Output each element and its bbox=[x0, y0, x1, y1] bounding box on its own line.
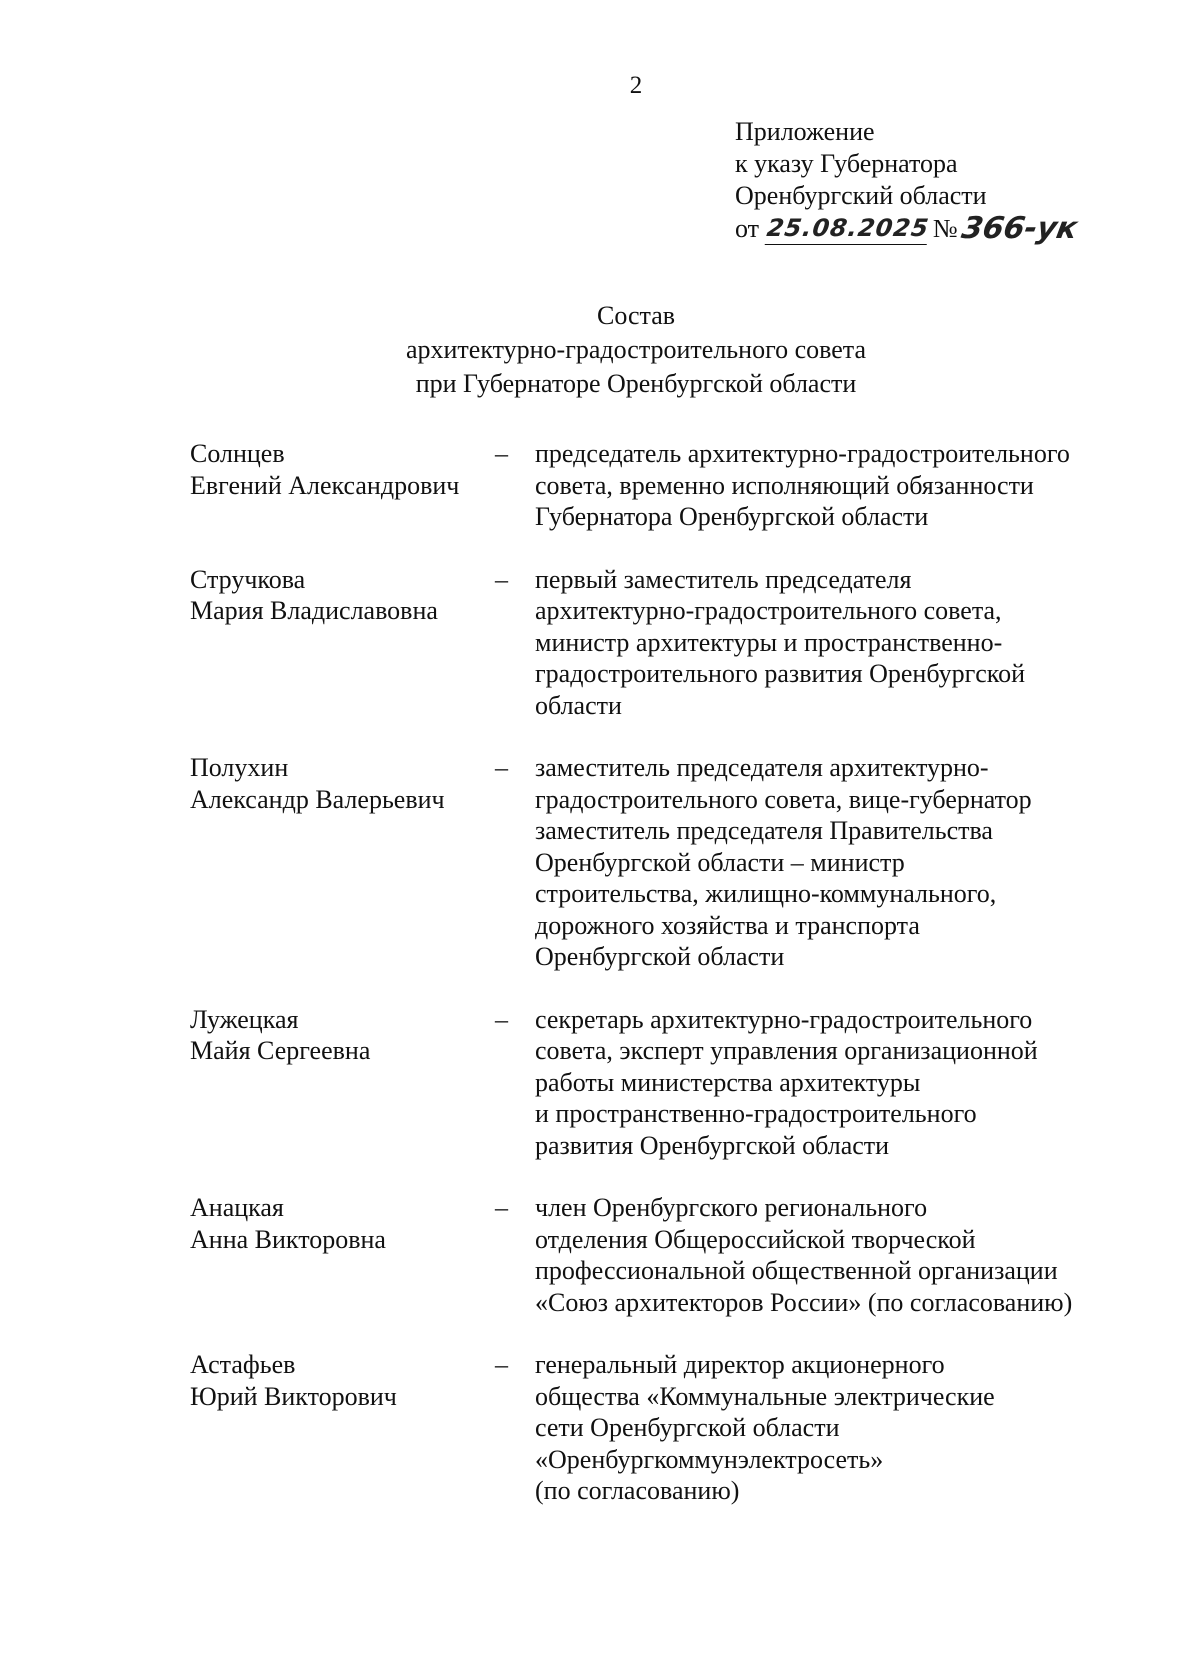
member-given-names: Юрий Викторович bbox=[190, 1381, 397, 1411]
dash-separator: – bbox=[495, 439, 508, 468]
member-surname: Анацкая bbox=[190, 1193, 284, 1222]
role-line: член Оренбургского регионального bbox=[535, 1193, 928, 1222]
number-prefix: № bbox=[932, 214, 958, 243]
member-given-names: Анна Викторовна bbox=[190, 1224, 386, 1254]
member-role bbox=[535, 752, 1135, 973]
member-surname: Полухин bbox=[190, 753, 289, 782]
role-line: профессиональной общественной организации bbox=[535, 1256, 1058, 1285]
member-role bbox=[535, 1349, 1135, 1507]
member-name bbox=[190, 1004, 495, 1162]
appendix-line: Оренбургский области bbox=[735, 181, 987, 210]
role-line: совета, эксперт управления организационной bbox=[535, 1036, 1038, 1065]
role-line: Оренбургской области – министр bbox=[535, 847, 905, 877]
role-line: развития Оренбургской области bbox=[535, 1130, 890, 1160]
member-entry bbox=[190, 1192, 1190, 1318]
appendix-header bbox=[735, 116, 1080, 246]
role-line: области bbox=[535, 690, 622, 720]
page-number: 2 bbox=[629, 72, 643, 99]
member-surname: Астафьев bbox=[190, 1350, 296, 1379]
dash-separator: – bbox=[495, 753, 508, 782]
role-line: заместитель председателя Правительства bbox=[535, 816, 993, 845]
member-name bbox=[190, 752, 495, 973]
role-line: строительства, жилищно-коммунального, bbox=[535, 879, 997, 908]
role-line: генеральный директор акционерного bbox=[535, 1350, 945, 1379]
role-line: сети Оренбургской области bbox=[535, 1413, 840, 1442]
member-given-names: Евгений Александрович bbox=[190, 470, 460, 500]
member-entry bbox=[190, 564, 1190, 722]
member-entry bbox=[190, 438, 1190, 533]
role-line: Оренбургской области bbox=[535, 942, 785, 971]
member-given-names: Мария Владиславовна bbox=[190, 596, 438, 625]
role-line: секретарь архитектурно-градостроительного bbox=[535, 1004, 1033, 1034]
member-name bbox=[190, 1349, 495, 1507]
dash-separator: – bbox=[495, 1004, 508, 1034]
appendix-line: к указу Губернатора bbox=[735, 149, 958, 178]
member-name bbox=[190, 564, 495, 722]
role-line: заместитель председателя архитектурно- bbox=[535, 753, 989, 782]
role-line: отделения Общероссийской творческой bbox=[535, 1224, 976, 1254]
role-line: и пространственно-градостроительного bbox=[535, 1099, 977, 1128]
member-entry bbox=[190, 1349, 1190, 1507]
role-line: совета, временно исполняющий обязанности bbox=[535, 470, 1034, 500]
member-role bbox=[535, 1192, 1135, 1318]
role-line: «Оренбургкоммунэлектросеть» bbox=[535, 1444, 884, 1474]
role-line: «Союз архитекторов России» (по согласованию) bbox=[535, 1287, 1073, 1317]
member-role bbox=[535, 1004, 1135, 1162]
dash-separator: – bbox=[495, 1193, 508, 1222]
title-line: Состав bbox=[596, 301, 676, 330]
member-given-names: Александр Валерьевич bbox=[190, 784, 445, 814]
role-line: (по согласованию) bbox=[535, 1476, 740, 1505]
role-line: работы министерства архитектуры bbox=[535, 1067, 921, 1097]
dash-separator: – bbox=[495, 564, 508, 594]
member-entry bbox=[190, 752, 1190, 973]
member-name bbox=[190, 1192, 495, 1318]
member-surname: Стручкова bbox=[190, 564, 306, 594]
member-role bbox=[535, 564, 1135, 722]
role-line: председатель архитектурно-градостроительного bbox=[535, 439, 1070, 468]
member-role bbox=[535, 438, 1135, 533]
member-entry bbox=[190, 1004, 1190, 1162]
title-line: при Губернаторе Оренбургской области bbox=[415, 369, 857, 398]
role-line: градостроительного развития Оренбургской bbox=[535, 659, 1026, 688]
role-line: Губернатора Оренбургской области bbox=[535, 502, 929, 531]
member-surname: Солнцев bbox=[190, 439, 285, 468]
member-given-names: Майя Сергеевна bbox=[190, 1036, 371, 1065]
decree-date-number bbox=[735, 211, 1080, 246]
role-line: дорожного хозяйства и транспорта bbox=[535, 910, 920, 940]
role-line: градостроительного совета, вице-губернатор bbox=[535, 784, 1032, 814]
date-prefix: от bbox=[735, 214, 760, 243]
role-line: архитектурно-градостроительного совета, bbox=[535, 596, 1002, 625]
dash-separator: – bbox=[495, 1350, 508, 1379]
handwritten-date: 25.08.2025 bbox=[765, 212, 931, 245]
member-list bbox=[190, 438, 1190, 1538]
role-line: первый заместитель председателя bbox=[535, 564, 912, 594]
handwritten-number: 366-ук bbox=[958, 211, 1080, 246]
role-line: министр архитектуры и пространственно- bbox=[535, 627, 1003, 657]
role-line: общества «Коммунальные электрические bbox=[535, 1381, 995, 1411]
appendix-line: Приложение bbox=[735, 117, 875, 146]
document-title bbox=[0, 299, 1200, 401]
member-name bbox=[190, 438, 495, 533]
title-line: архитектурно-градостроительного совета bbox=[405, 335, 867, 364]
member-surname: Лужецкая bbox=[190, 1004, 299, 1034]
